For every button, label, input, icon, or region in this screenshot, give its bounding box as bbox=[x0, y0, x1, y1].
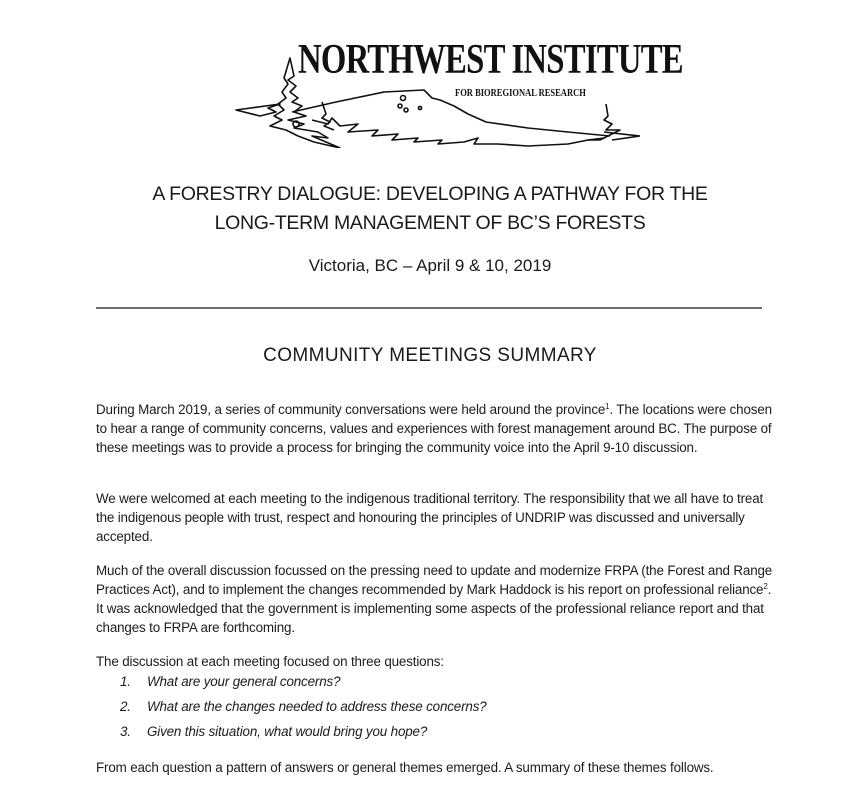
question-text: What are your general concerns? bbox=[147, 674, 341, 689]
paragraph-text: . It was acknowledged that the government is implementing some aspects of the professional reliance report and that changes to FRPA are forthcoming. bbox=[96, 582, 772, 635]
paragraph-summary: From each question a pattern of answers or general themes emerged. A summary of these themes follows. bbox=[96, 760, 714, 775]
logo-subtitle: FOR BIOREGIONAL RESEARCH bbox=[455, 88, 586, 99]
question-text: Given this situation, what would bring you hope? bbox=[147, 724, 428, 739]
paragraph-text: Much of the overall discussion focussed on the pressing need to update and modernize FRPA (the Forest and Range Practices Act), and to implement the changes recommended by Mark Haddock is his report on professional reliance bbox=[96, 563, 773, 597]
paragraph-text: . The locations were chosen to hear a range of community concerns, values and experiences with forest management around BC. The purpose of these meetings was to provide a process for bringing the community voice into the April 9-10 discussion. bbox=[96, 402, 772, 455]
document-title-line-2: LONG-TERM MANAGEMENT OF BC’S FORESTS bbox=[214, 212, 646, 234]
paragraph-text: During March 2019, a series of community conversations were held around the province bbox=[96, 402, 606, 417]
footnote-ref-2[interactable]: 2 bbox=[763, 582, 768, 591]
document-title-line-1: A FORESTRY DIALOGUE: DEVELOPING A PATHWAY FOR THE bbox=[152, 183, 708, 205]
footnote-ref-1[interactable]: 1 bbox=[605, 402, 610, 411]
paragraph-welcome: We were welcomed at each meeting to the indigenous traditional territory. The responsibility that we all have to treat the indigenous people with trust, respect and honouring the principles of UNDRIP was discussed and universally accepted. bbox=[96, 491, 764, 544]
question-number: 2. bbox=[120, 699, 131, 714]
institute-logo bbox=[228, 36, 683, 148]
horizontal-divider bbox=[96, 307, 762, 309]
question-number: 3. bbox=[120, 724, 131, 739]
event-date-location: Victoria, BC – April 9 & 10, 2019 bbox=[308, 256, 552, 275]
question-text: What are the changes needed to address these concerns? bbox=[147, 699, 487, 714]
paragraph-intro bbox=[96, 400, 776, 457]
question-number: 1. bbox=[120, 674, 131, 689]
paragraph-frpa bbox=[96, 561, 776, 637]
logo-title: NORTHWEST INSTITUTE bbox=[298, 37, 683, 83]
section-heading: COMMUNITY MEETINGS SUMMARY bbox=[263, 345, 597, 366]
paragraph-questions-intro: The discussion at each meeting focused on three questions: bbox=[96, 654, 444, 669]
